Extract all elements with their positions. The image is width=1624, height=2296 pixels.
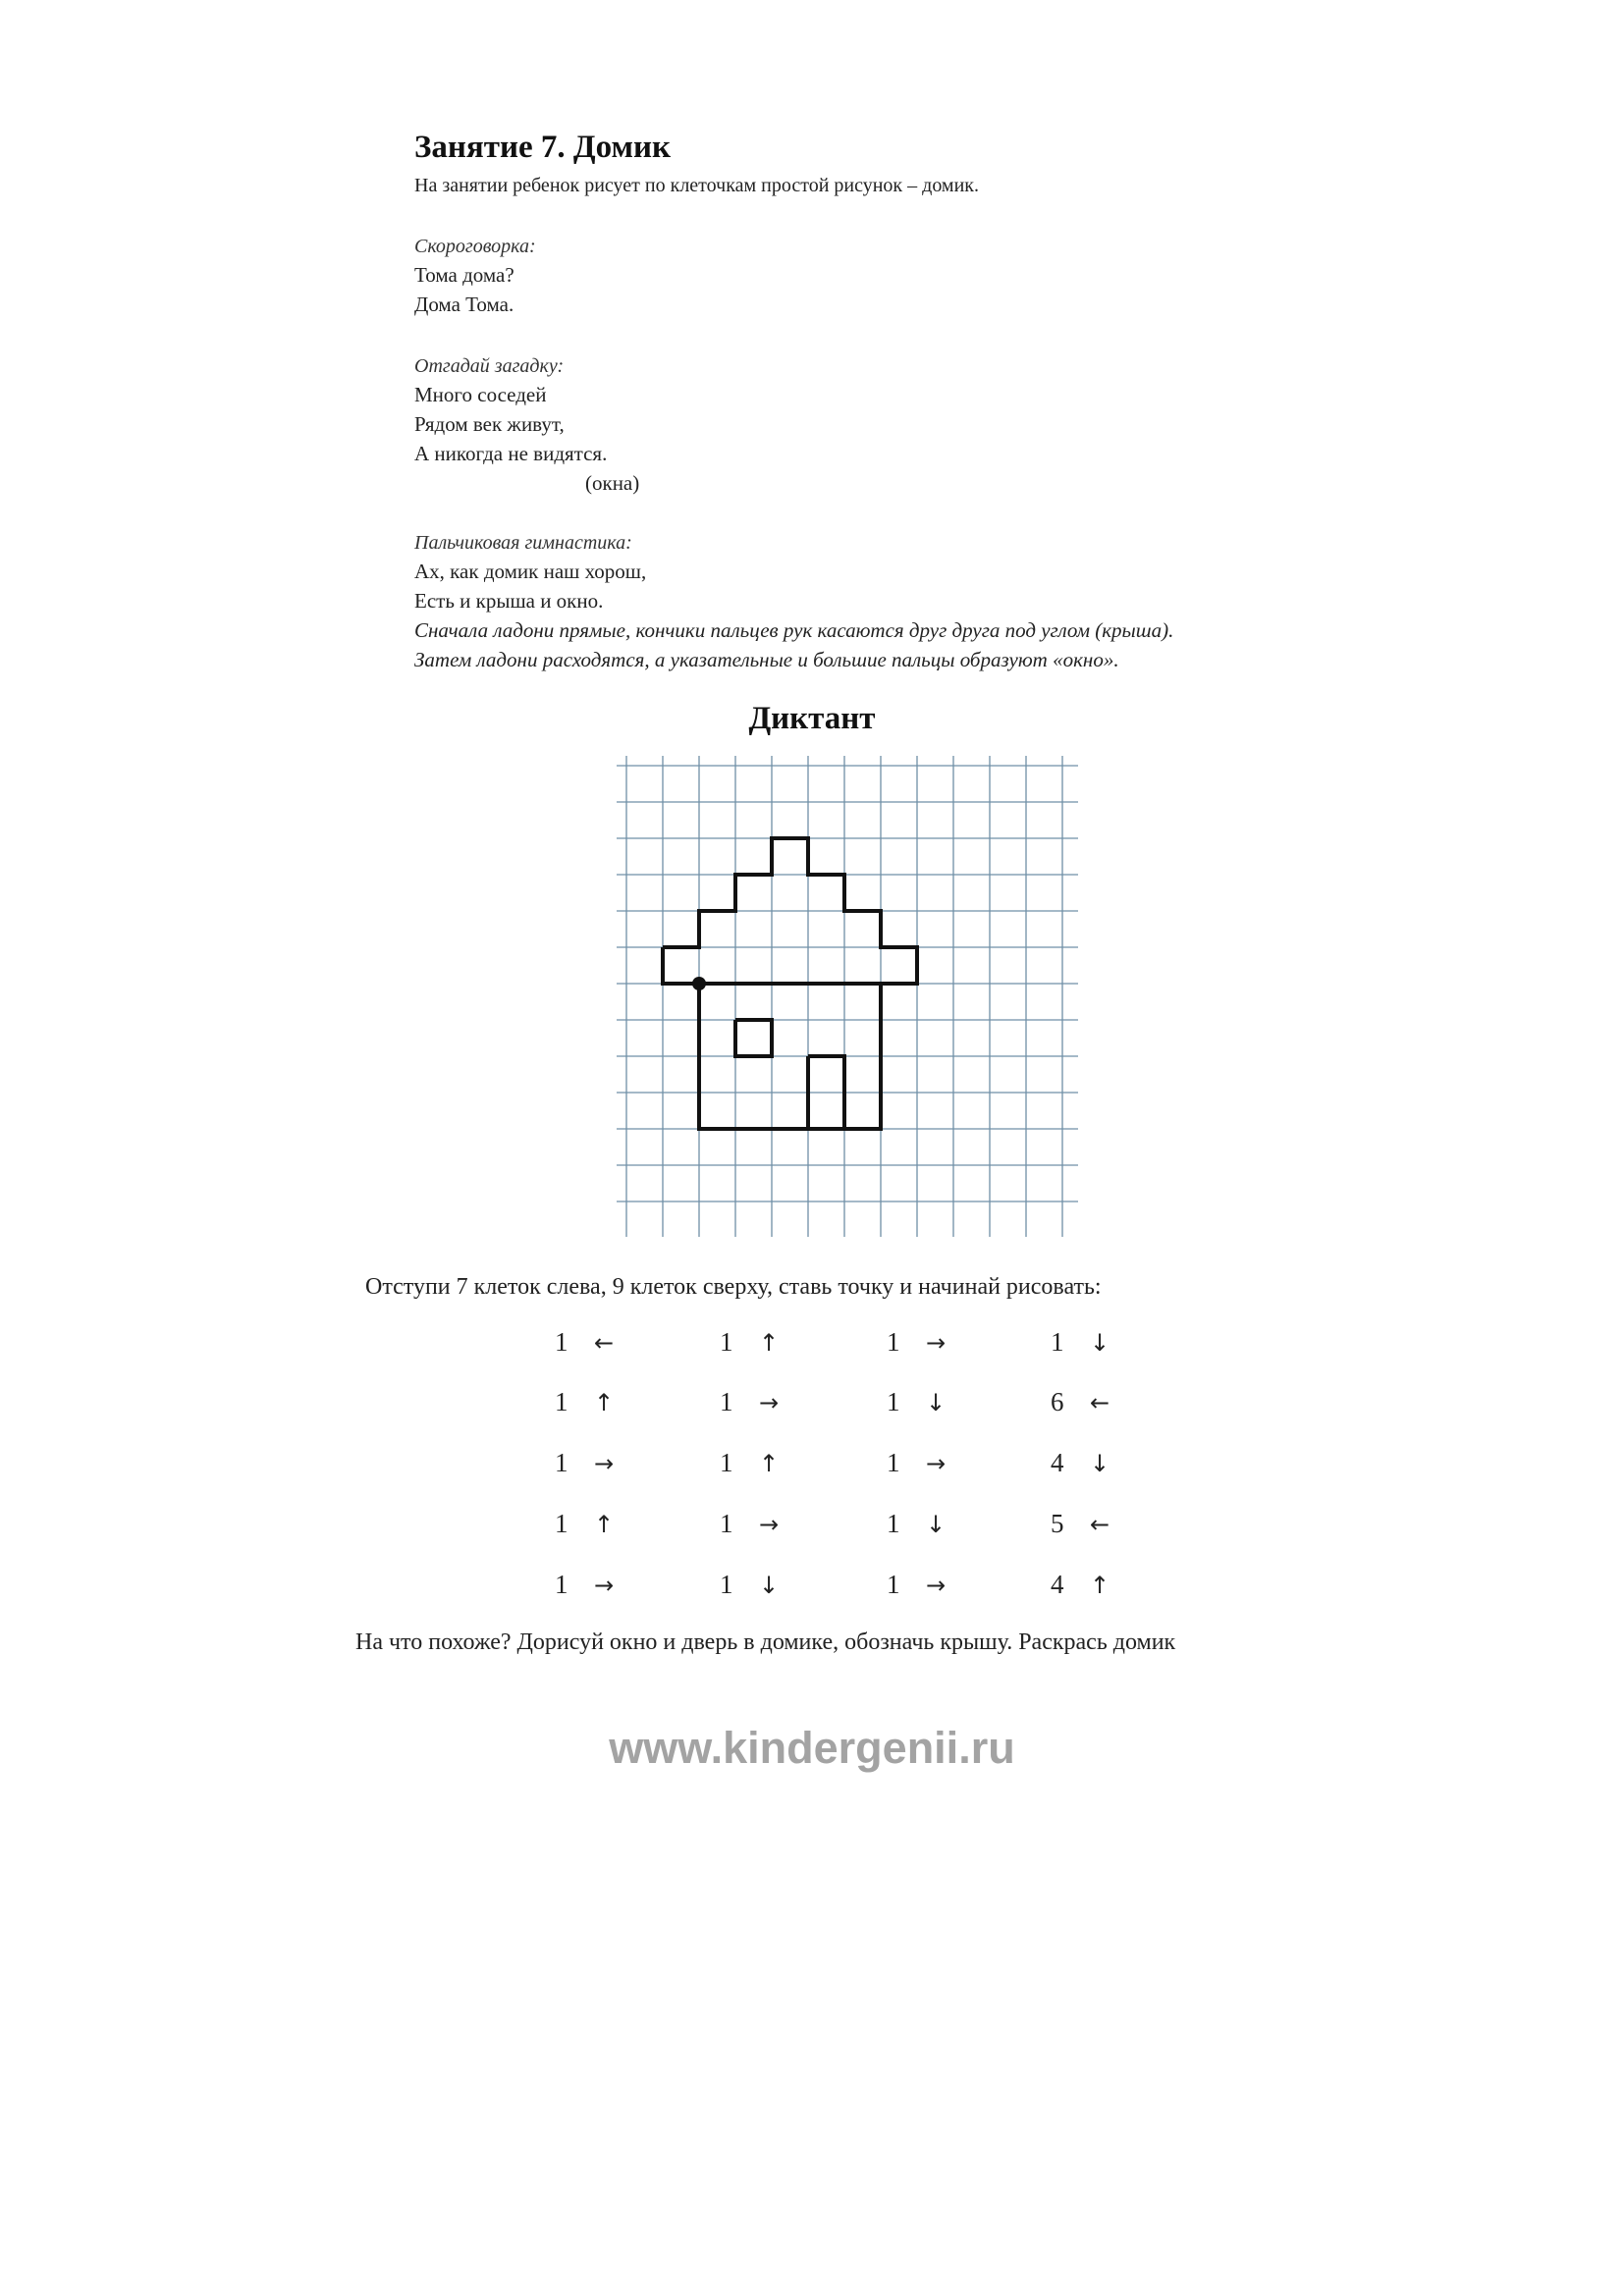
arrow-up-icon: ↑ — [594, 1389, 615, 1416]
step-count: 1 — [887, 1509, 900, 1538]
dictation-step — [887, 1509, 965, 1539]
dictation-step — [720, 1448, 798, 1478]
tongue-twister-line: Тома дома? — [414, 263, 514, 287]
step-count: 1 — [887, 1448, 900, 1477]
finger-gym-line: Есть и крыша и окно. — [414, 589, 604, 613]
finger-gym-instruction: Сначала ладони прямые, кончики пальцев рук касаются друг друга под углом (крыша). — [414, 618, 1174, 642]
step-count: 4 — [1051, 1448, 1064, 1477]
start-dot — [692, 977, 706, 990]
arrow-down-icon: ↓ — [759, 1572, 780, 1599]
arrow-left-icon: ← — [594, 1329, 615, 1357]
dictation-grid — [617, 756, 1078, 1237]
arrow-down-icon: ↓ — [1090, 1329, 1110, 1357]
dictation-step — [555, 1327, 633, 1358]
website-watermark: www.kindergenii.ru — [609, 1723, 1015, 1773]
dictation-step — [887, 1327, 965, 1358]
arrow-left-icon: ← — [1090, 1511, 1110, 1538]
dictation-step — [555, 1570, 633, 1600]
dictation-step — [720, 1327, 798, 1358]
finger-gym-section — [414, 532, 1173, 674]
step-count: 1 — [887, 1387, 900, 1416]
arrow-left-icon: ← — [1090, 1389, 1110, 1416]
dictation-step — [1051, 1327, 1129, 1358]
step-count: 1 — [1051, 1327, 1064, 1357]
step-count: 1 — [720, 1327, 733, 1357]
step-count: 6 — [1051, 1387, 1064, 1416]
step-count: 1 — [887, 1327, 900, 1357]
arrow-up-icon: ↑ — [1090, 1572, 1110, 1599]
dictation-step — [720, 1387, 798, 1417]
arrow-down-icon: ↓ — [926, 1389, 947, 1416]
tongue-twister-section — [414, 236, 536, 319]
arrow-right-icon: → — [926, 1329, 947, 1357]
tongue-twister-line: Дома Тома. — [414, 293, 514, 316]
riddle-label: Отгадай загадку: — [414, 355, 565, 377]
house-window — [735, 1020, 772, 1056]
dictation-step — [555, 1387, 633, 1417]
dictation-step — [887, 1570, 965, 1600]
arrow-right-icon: → — [926, 1450, 947, 1477]
dictation-step — [1051, 1448, 1129, 1478]
dictation-step — [555, 1448, 633, 1478]
dictation-step — [1051, 1570, 1129, 1600]
step-count: 1 — [720, 1387, 733, 1416]
step-count: 5 — [1051, 1509, 1064, 1538]
riddle-line: Много соседей — [414, 383, 547, 406]
step-count: 1 — [555, 1448, 568, 1477]
step-count: 1 — [720, 1570, 733, 1599]
step-count: 1 — [887, 1570, 900, 1599]
step-count: 1 — [555, 1509, 568, 1538]
step-count: 1 — [555, 1327, 568, 1357]
finger-gym-line: Ах, как домик наш хорош, — [414, 560, 647, 583]
finger-gym-label: Пальчиковая гимнастика: — [414, 532, 632, 554]
arrow-right-icon: → — [594, 1450, 615, 1477]
tongue-twister-label: Скороговорка: — [414, 236, 536, 257]
step-count: 1 — [720, 1509, 733, 1538]
arrow-right-icon: → — [759, 1389, 780, 1416]
step-count: 1 — [555, 1387, 568, 1416]
riddle-line: А никогда не видятся. — [414, 442, 608, 465]
arrow-right-icon: → — [759, 1511, 780, 1538]
dictation-step — [720, 1570, 798, 1600]
arrow-up-icon: ↑ — [759, 1329, 780, 1357]
dictation-step — [887, 1448, 965, 1478]
finger-gym-instruction: Затем ладони расходятся, а указательные и большие пальцы образуют «окно». — [414, 648, 1119, 671]
arrow-up-icon: ↑ — [759, 1450, 780, 1477]
intro-text: На занятии ребенок рисует по клеточкам простой рисунок – домик. — [414, 175, 980, 196]
riddle-answer: (окна) — [585, 471, 640, 495]
arrow-down-icon: ↓ — [1090, 1450, 1110, 1477]
dictation-step — [1051, 1509, 1129, 1539]
arrow-right-icon: → — [926, 1572, 947, 1599]
dictation-step — [1051, 1387, 1129, 1417]
riddle-section — [414, 355, 639, 498]
step-count: 1 — [555, 1570, 568, 1599]
arrow-right-icon: → — [594, 1572, 615, 1599]
dictation-title: Диктант — [748, 701, 876, 736]
step-count: 1 — [720, 1448, 733, 1477]
dictation-step — [720, 1509, 798, 1539]
riddle-line: Рядом век живут, — [414, 412, 565, 436]
page-title: Занятие 7. Домик — [414, 130, 671, 165]
arrow-down-icon: ↓ — [926, 1511, 947, 1538]
dictation-instruction: Отступи 7 клеток слева, 9 клеток сверху, ставь точку и начинай рисовать: — [365, 1274, 1102, 1300]
arrow-up-icon: ↑ — [594, 1511, 615, 1538]
question-text: На что похоже? Дорисуй окно и дверь в домике, обозначь крышу. Раскрась домик — [355, 1629, 1176, 1655]
dictation-step — [887, 1387, 965, 1417]
step-count: 4 — [1051, 1570, 1064, 1599]
dictation-step — [555, 1509, 633, 1539]
